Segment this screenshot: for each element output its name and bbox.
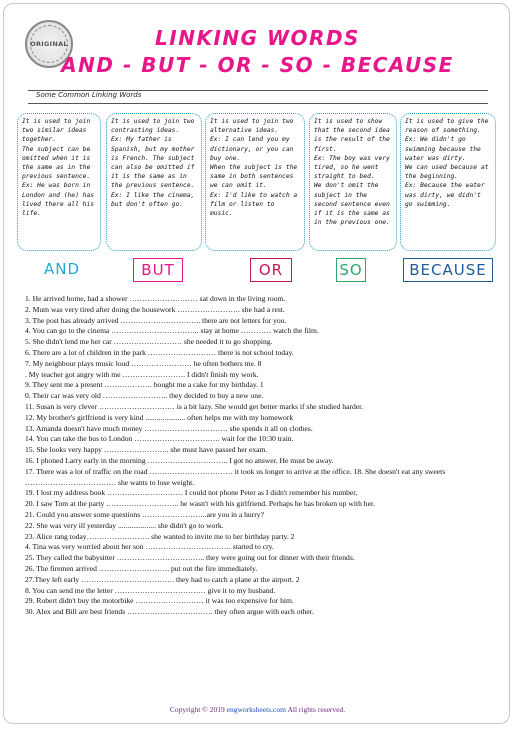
exercise-item: 17. There was a lot of traffic on the road …………………………… it took us longer to arrive at the office. 18. She doesn't eat any sweets ……………………………… she wants to lose weight. (25, 466, 446, 487)
exercise-item: 14. You can take the bus to London ……………………………. wait for the 10:30 train. (25, 434, 294, 444)
explanation-box-but (106, 113, 202, 251)
exercise-item: 0. Their car was very old …………………….. they decided to buy a new one. (25, 391, 264, 401)
exercise-item: 9. They sent me a present ………………. bought me a cake for my birthday. 1 (25, 380, 264, 390)
exercise-item: . My teacher got angry with me ……………………. I didn't finish my work. (25, 369, 259, 379)
exercise-item: 3. The post has already arrived ………………………….. there are not letters for you. (25, 315, 287, 325)
exercise-item: 21. Could you answer some questions ……………………..are you in a hurry? (25, 509, 264, 519)
stamp-text: ORIGINAL (30, 25, 68, 63)
exercise-item: 11. Susan is very clever ………………………… is a bit lazy. She would get better marks if she studied harder. (25, 401, 364, 411)
explanation-box-so (309, 113, 397, 251)
exercise-item: 27.They left early ………………………………. they had to catch a plane at the airport. 2 (25, 574, 300, 584)
exercise-item: 7. My neighbour plays music loud …………………… he often bothers me. 8 (25, 358, 262, 368)
rights-text: All rights reserved. (287, 705, 346, 714)
explanation-text: It is used to join two alternative ideas. Ex: I can lend you my dictionary, or you can buy one. When the subject is the same in both sentences we can omit it. Ex: I'd like to watch a film or listen to music. (210, 118, 298, 218)
exercise-item: 4. Tina was very worried about her son ……………………………. started to cry. (25, 542, 274, 552)
exercise-item: 6. There are a lot of children in the park ……………………… there is not school today. (25, 347, 294, 357)
copyright-text: Copyright © 2019 (169, 705, 225, 714)
page-title-line2: AND - BUT - OR - SO - BECAUSE (61, 53, 454, 77)
explanation-text: It is used to join two contrasting ideas. Ex: My father is Spanish, but my mother is French. The subject can also be omitted if it is the same as in the previous sentence. Ex: I like the cinema, but don't often go. (111, 118, 195, 208)
exercise-item: 1. He arrived home, had a shower ……………………… sat down in the living room. (25, 294, 286, 303)
exercise-item: 22. She was very ill yesterday .................... she didn't go to work. (25, 520, 224, 530)
word-or: OR (250, 258, 292, 282)
page-title-line1: LINKING WORDS (155, 26, 360, 50)
exercise-list (25, 294, 493, 618)
explanation-box-because (400, 113, 496, 251)
explanation-text: It is used to give the reason of something. Ex: We didn't go swimming because the water was dirty. We can used because at the beginning. Ex: Because the water was dirty, we didn't go swimming. (405, 118, 489, 208)
exercise-item: 4. You can go to the cinema …………………………….. stay at home ………… watch the film. (25, 326, 319, 336)
explanation-box-or (205, 113, 305, 251)
exercise-item: 8. You can send me the letter ……………………………… give it to my husband. (25, 585, 276, 595)
footer (0, 705, 515, 714)
exercise-item: 16. I phoned Larry early in the morning ………………………….. I got no answer. He must be away. (25, 455, 334, 465)
exercise-item: 26. The firemen arrived ………………………. put out the fire immediately. (25, 563, 258, 573)
exercise-item: 5. She didn't lend me her car ……………………… she needed it to go shopping. (25, 337, 273, 347)
site-link[interactable]: engworksheets.com (226, 705, 286, 714)
word-and: AND (43, 260, 81, 278)
subtitle: Some Common Linking Words (36, 91, 142, 99)
exercise-item: 29. Robert didn't buy the motorbike ……………………… it was too expensive for him. (25, 596, 294, 606)
exercise-item: 23. Alice rang today……………………. she wanted to invite me to her birthday party. 2 (25, 531, 295, 541)
explanation-box-and (17, 113, 101, 251)
exercise-item: 2. Mum was very tired after doing the housework ……………………. she had a rest. (25, 304, 285, 314)
word-because: BECAUSE (403, 258, 493, 282)
exercise-item: 20. I saw Tom at the party ……………………….. he wasn't with his girlfriend. Perhaps he has broken up with her. (25, 499, 375, 509)
exercise-item: 13. Amanda doesn't have much money …………………………… she spends it all on clothes. (25, 423, 313, 433)
word-so: SO (336, 258, 366, 282)
exercise-item: 19. I lost my address book ………………………… I could not phone Peter as I didn't remember his number, (25, 488, 358, 498)
explanation-text: It is used to show that the second idea is the result of the first. Ex: The boy was very tired, so he went straight to bed. We don't omit the subject in the second sentence even if it is the same as in the previous one. (314, 118, 390, 227)
exercise-item: 15. She looks very happy …………………….. she must have passed her exam. (25, 445, 268, 455)
exercise-item: 30. Alex and Bill are best friends ……………………………. they often argue with each other. (25, 607, 314, 617)
exercise-item: 12. My brother's girlfriend is very kind ..................... often helps me with my homework (25, 412, 294, 422)
word-but: BUT (133, 258, 183, 282)
exercise-item: 25. They called the babysitter …………………………….. they were going out for dinner with their friends. (25, 553, 355, 563)
explanation-text: It is used to join two similar ideas together. The subject can be omitted when it is the same as in the previous sentence. Ex: He was born in London and (he) has lived there all his life. (22, 118, 95, 218)
